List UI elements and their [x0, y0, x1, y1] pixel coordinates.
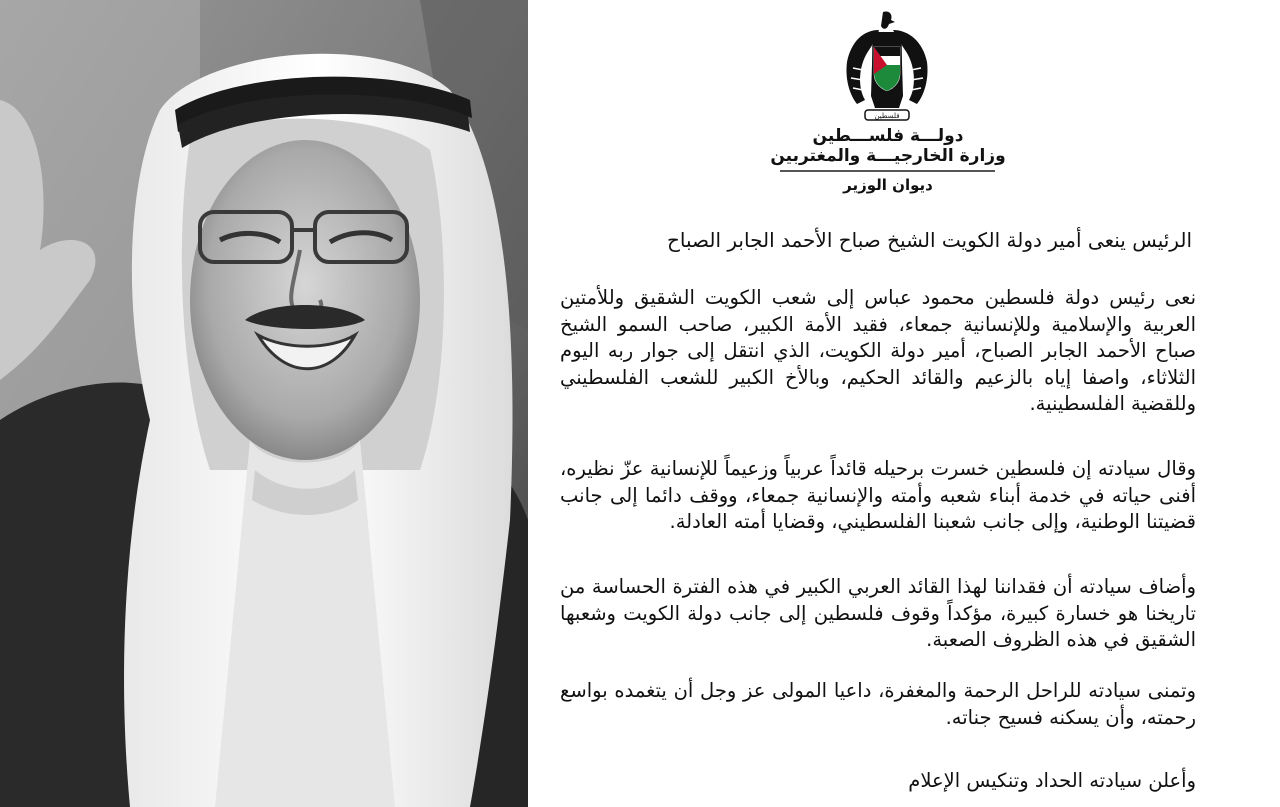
letterhead-office: ديوان الوزير — [843, 176, 933, 194]
portrait-illustration — [0, 0, 528, 807]
statement-paragraph: نعى رئيس دولة فلسطين محمود عباس إلى شعب الكويت الشقيق وللأمتين العربية والإسلامية وللإنسانية جمعاء، فقيد الأمة الكبير، صاحب السمو الشيخ صباح الأحمد الجابر الصباح، أمير دولة الكويت، الذي انتقل إلى جوار ربه اليوم الثلاثاء، واصفا إياه بالزعيم والقائد الحكيم، وبالأخ الكبير للشعب الفلسطيني وللقضية الفلسطينية. — [560, 286, 1196, 415]
statement-paragraph: وأعلن سيادته الحداد وتنكيس الإعلام — [908, 769, 1196, 792]
letterhead-ministry: وزارة الخارجيـــة والمغتربين — [770, 146, 1006, 166]
palestine-eagle-emblem-icon — [843, 8, 931, 128]
statement-paragraph: وأضاف سيادته أن فقداننا لهذا القائد العربي الكبير في هذه الفترة الحساسة من تاريخنا هو خسارة كبيرة، مؤكداً وقوف فلسطين إلى جانب دولة الكويت وشعبها الشقيق في هذه الظروف الصعبة. — [560, 575, 1196, 651]
letterhead-divider — [780, 170, 995, 172]
portrait-photo — [0, 0, 528, 807]
statement-paragraph: وتمنى سيادته للراحل الرحمة والمغفرة، داعيا المولى عز وجل أن يتغمده بواسع رحمته، وأن يسكنه فسيح جناته. — [560, 679, 1196, 729]
emblem-scroll-text: فلسطين — [874, 112, 900, 120]
letterhead-state: دولـــة فلســـطين — [812, 126, 964, 146]
statement-headline: الرئيس ينعى أمير دولة الكويت الشيخ صباح الأحمد الجابر الصباح — [666, 228, 1192, 252]
statement-paragraph: وقال سيادته إن فلسطين خسرت برحيله قائداً عربياً وزعيماً للإنسانية عزّ نظيره، أفنى حياته في خدمة أبناء شعبه وأمته والإنسانية جمعاء، ووقف دائما إلى جانب قضيتنا الوطنية، وإلى جانب شعبنا الفلسطيني، وقضايا أمته العادلة. — [560, 457, 1196, 533]
